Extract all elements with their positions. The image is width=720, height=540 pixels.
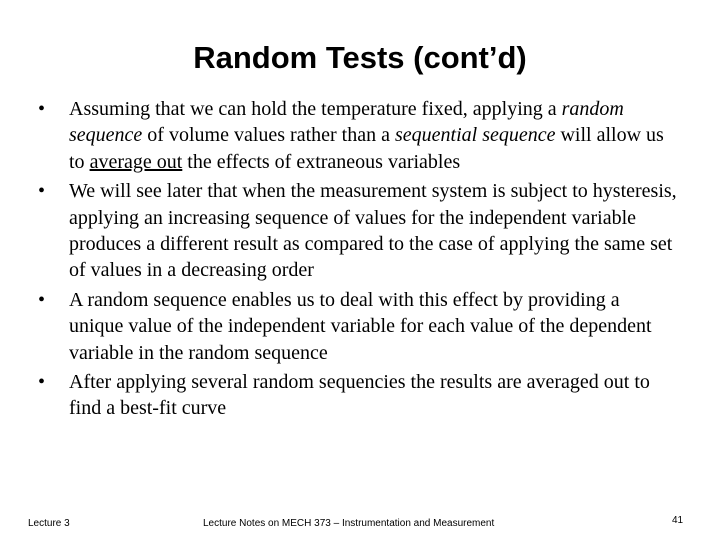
- bullet-icon: •: [38, 371, 46, 394]
- bullet-text: We will see later that when the measurement system is subject to hysteresis, applying an increasing sequence of values for the independent variable produces a different result as compared to the case of applying the same set of values in a decreasing order: [69, 180, 677, 282]
- footer-lecture-label: Lecture 3: [28, 518, 70, 529]
- emphasis-text: random sequence: [69, 98, 624, 147]
- bullet-icon: •: [38, 98, 46, 120]
- bullet-item: [0, 96, 679, 175]
- slide-title: Random Tests (cont’d): [193, 40, 527, 75]
- bullet-text: of volume values rather than a: [142, 124, 395, 147]
- bullet-text: A random sequence enables us to deal with this effect by providing a unique value of the independent variable for each value of the dependent variable in the random sequence: [69, 288, 652, 364]
- bullet-icon: •: [38, 288, 46, 311]
- emphasis-text: sequential sequence: [394, 124, 556, 147]
- bullet-icon: •: [38, 180, 46, 203]
- footer-course-title: Lecture Notes on MECH 373 – Instrumentation and Measurement: [203, 518, 495, 529]
- bullet-text: will allow us to: [69, 124, 664, 173]
- underlined-text: average out: [89, 150, 183, 173]
- bullet-item: [0, 287, 679, 366]
- bullet-item: [0, 369, 679, 422]
- bullet-list: [0, 96, 720, 425]
- bullet-text: After applying several random sequencies the results are averaged out to find a best-fit curve: [69, 371, 650, 420]
- page-number: 41: [672, 515, 684, 526]
- bullet-text: Assuming that we can hold the temperature fixed, applying a: [69, 98, 562, 120]
- bullet-text: the effects of extraneous variables: [182, 150, 461, 173]
- bullet-item: [0, 178, 679, 284]
